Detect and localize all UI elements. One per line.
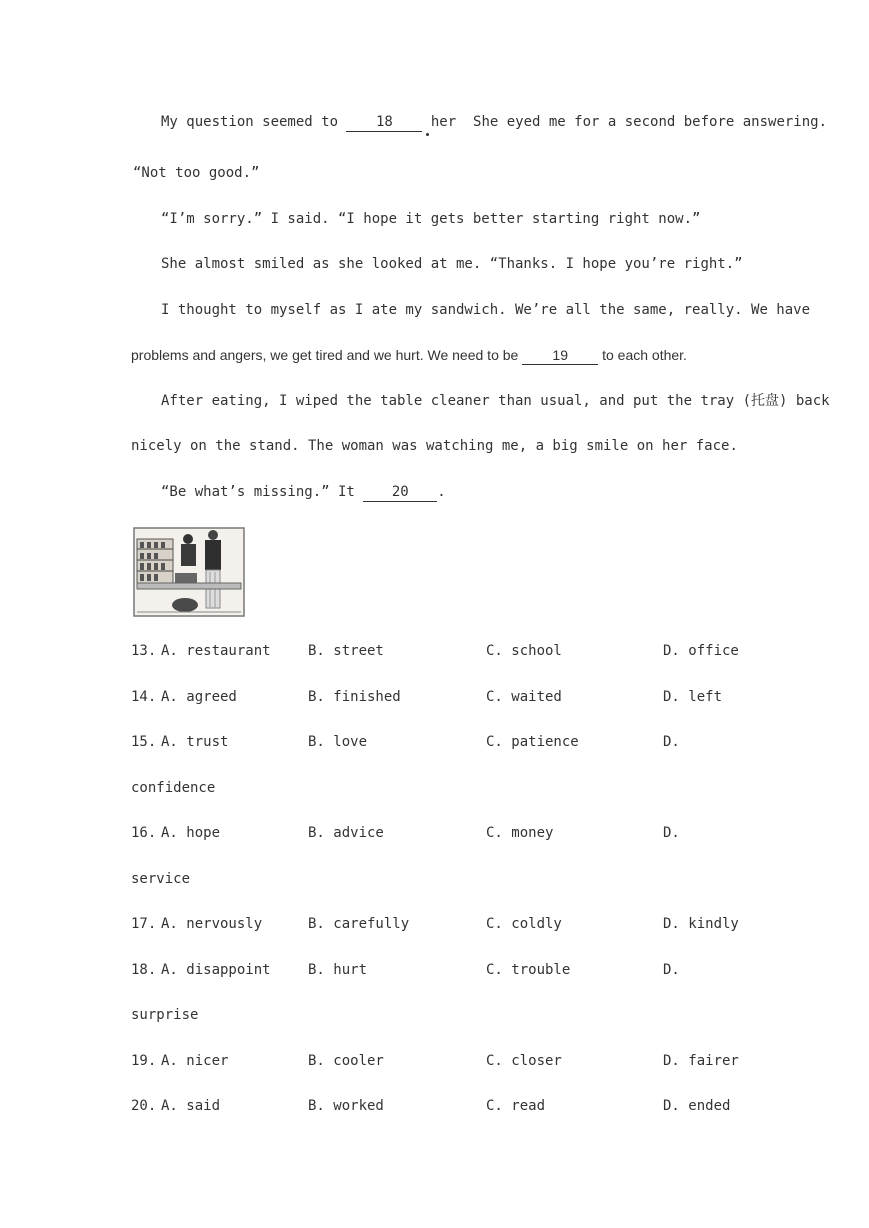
passage-line-7: After eating, I wiped the table cleaner than usual, and put the tray (托盘) back xyxy=(161,393,830,409)
option-a: A. nicer xyxy=(161,1052,229,1069)
passage-line-6 xyxy=(131,346,687,365)
option-d: D. office xyxy=(663,643,739,659)
option-c: C. coldly xyxy=(486,916,562,932)
passage-line-1 xyxy=(161,113,827,132)
option-d: D. left xyxy=(663,688,723,705)
passage-line-8: nicely on the stand. The woman was watching me, a big smile on her face. xyxy=(131,438,738,454)
option-c: C. trouble xyxy=(486,961,571,978)
option-d: D. xyxy=(663,825,680,841)
question-number: 15. xyxy=(131,734,157,750)
question-number: 14. xyxy=(131,688,157,705)
question-number: 17. xyxy=(131,916,157,932)
option-c: C. patience xyxy=(486,734,579,750)
option-d-continued: confidence xyxy=(131,779,216,796)
option-d: D. xyxy=(663,734,680,750)
question-number: 19. xyxy=(131,1052,157,1069)
cafeteria-illustration xyxy=(133,527,245,617)
option-d: D. kindly xyxy=(663,916,739,932)
option-c: C. school xyxy=(486,643,562,659)
passage-line-9 xyxy=(161,483,446,502)
passage-text: . xyxy=(437,484,446,500)
question-number: 13. xyxy=(131,643,157,659)
option-a: A. trust xyxy=(161,734,229,750)
option-a: A. said xyxy=(161,1098,221,1114)
option-d: D. fairer xyxy=(663,1052,739,1069)
passage-text: My question seemed to xyxy=(161,114,347,130)
option-a: A. restaurant xyxy=(161,643,271,659)
option-b: B. finished xyxy=(308,688,401,705)
option-c: C. closer xyxy=(486,1052,562,1069)
question-number: 20. xyxy=(131,1098,157,1114)
option-c: C. read xyxy=(486,1098,546,1114)
option-d: D. ended xyxy=(663,1098,731,1114)
option-b: B. advice xyxy=(308,825,384,841)
question-number: 16. xyxy=(131,825,157,841)
option-b: B. love xyxy=(308,734,368,750)
passage-line-5: I thought to myself as I ate my sandwich. We’re all the same, really. We have xyxy=(161,302,811,318)
question-number: 18. xyxy=(131,961,157,978)
emphasis-dot xyxy=(426,133,429,136)
passage-text: “Be what’s missing.” It xyxy=(161,484,364,500)
passage-text: problems and angers, we get tired and we hurt. We need to be xyxy=(131,347,523,363)
option-b: B. hurt xyxy=(308,961,368,978)
passage-line-2: “Not too good.” xyxy=(133,165,260,181)
option-b: B. worked xyxy=(308,1098,384,1114)
option-c: C. waited xyxy=(486,688,562,705)
option-b: B. cooler xyxy=(308,1052,384,1069)
option-c: C. money xyxy=(486,825,554,841)
option-d-continued: service xyxy=(131,870,191,887)
passage-line-3: “I’m sorry.” I said. “I hope it gets better starting right now.” xyxy=(161,211,701,227)
option-a: A. agreed xyxy=(161,688,237,705)
passage-line-4: She almost smiled as she looked at me. “Thanks. I hope you’re right.” xyxy=(161,256,743,272)
blank-19: 19 xyxy=(522,346,598,365)
option-a: A. hope xyxy=(161,825,221,841)
option-b: B. carefully xyxy=(308,916,410,932)
blank-18: 18 xyxy=(346,113,422,132)
blank-20: 20 xyxy=(363,483,437,502)
option-a: A. disappoint xyxy=(161,961,271,978)
option-d: D. xyxy=(663,961,680,978)
option-a: A. nervously xyxy=(161,916,263,932)
passage-text: her She eyed me for a second before answering. xyxy=(422,114,828,130)
option-b: B. street xyxy=(308,643,384,659)
passage-text: to each other. xyxy=(598,347,687,363)
option-d-continued: surprise xyxy=(131,1007,199,1023)
